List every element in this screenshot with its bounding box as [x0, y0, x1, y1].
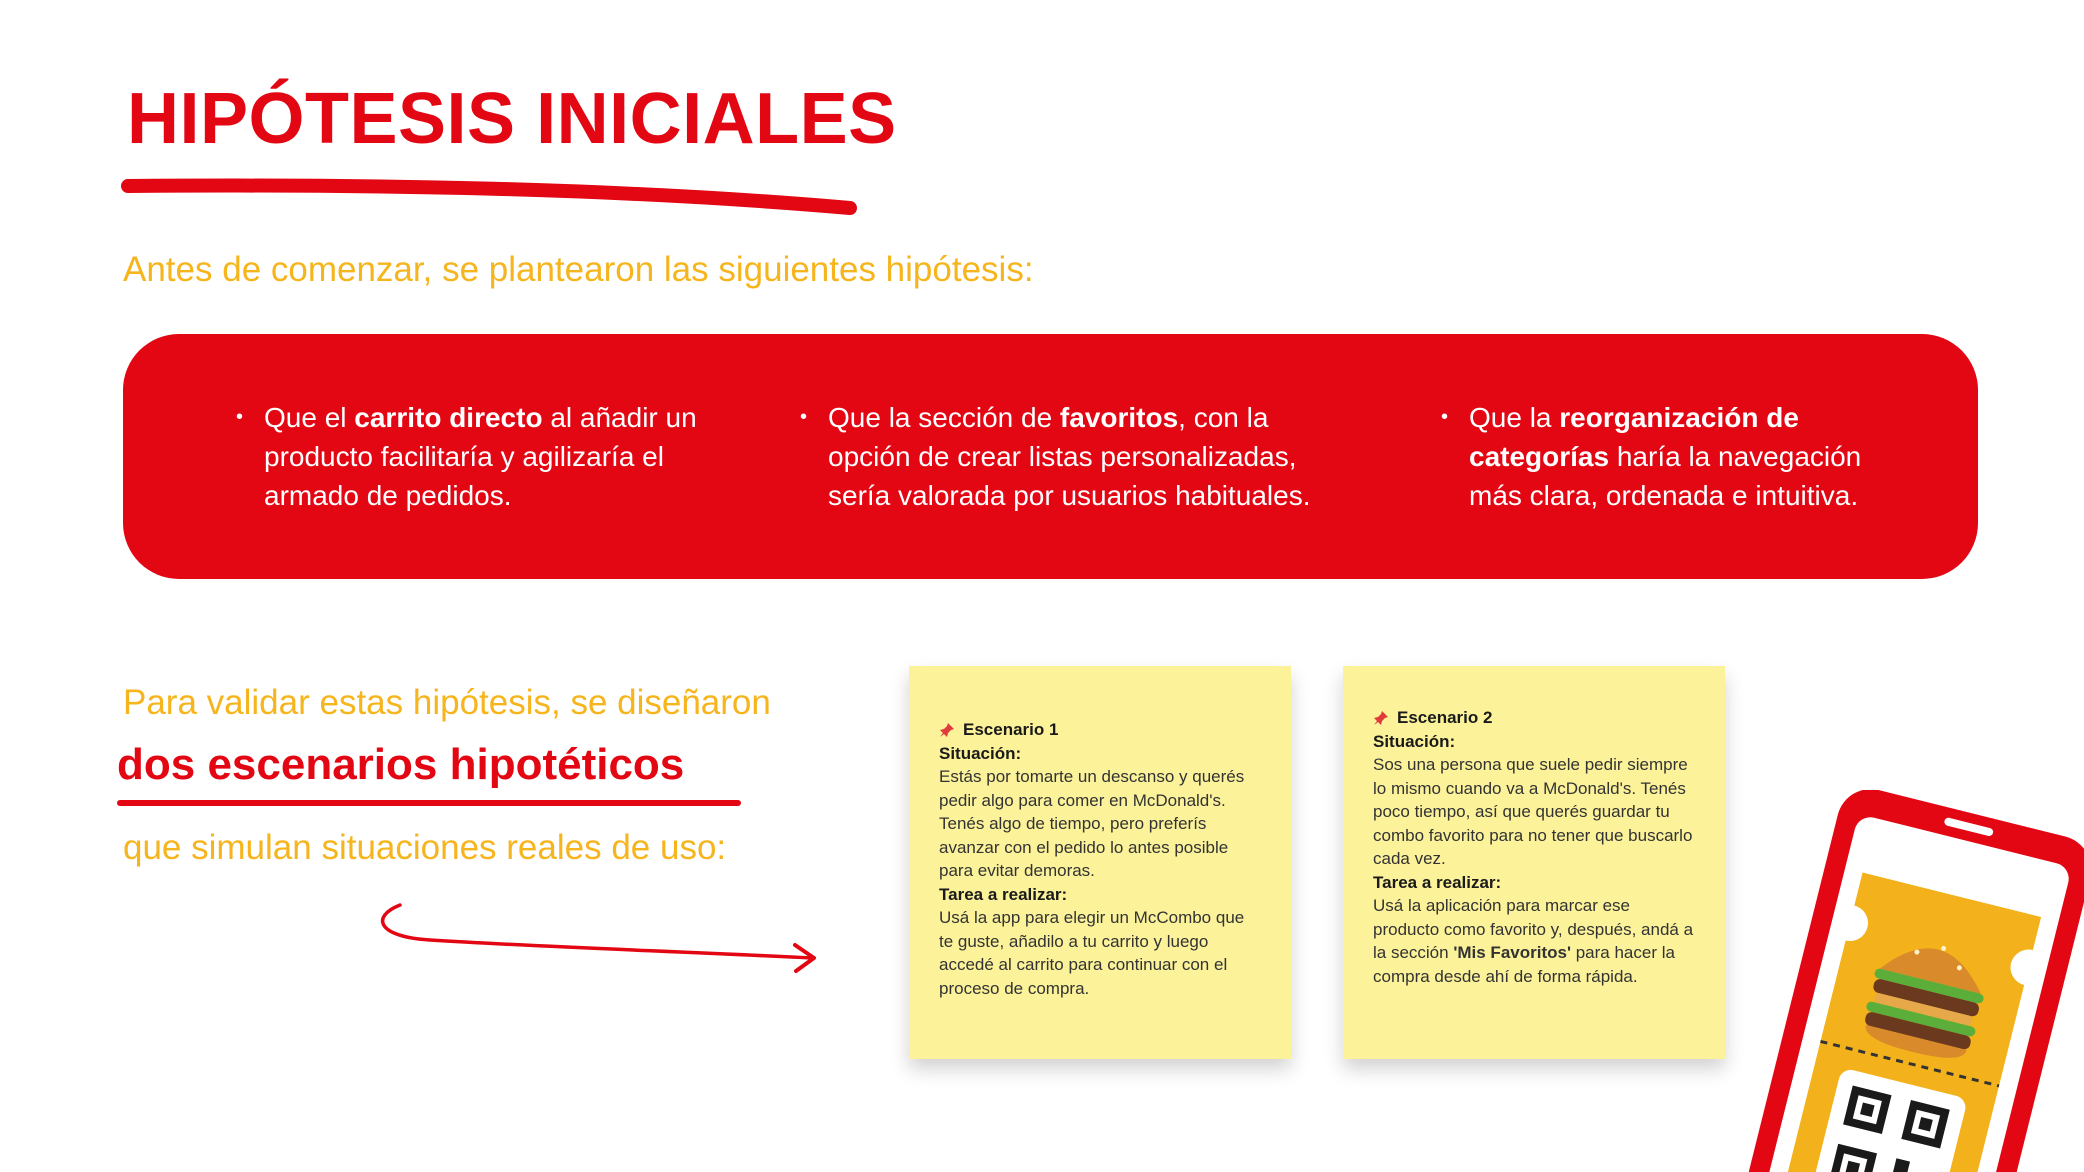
phone-illustration [1720, 790, 2084, 1172]
task-text: Usá la aplicación para marcar ese producto como favorito y, después, andá a la sección 'Mis Favoritos' para hacer la compra desde ahí de forma rápida. [1373, 896, 1694, 986]
situation-label: Situación: [939, 743, 1022, 763]
page-title: HIPÓTESIS INICIALES [127, 79, 897, 159]
situation-label: Situación: [1373, 731, 1456, 751]
validate-highlight: dos escenarios hipotéticos [117, 740, 685, 789]
validate-text-line1: Para validar estas hipótesis, se diseñaron [123, 683, 771, 722]
hypotheses-banner [123, 334, 1978, 579]
scenario-title: Escenario 1 [963, 720, 1059, 739]
scenario-title: Escenario 2 [1397, 708, 1493, 727]
task-label: Tarea a realizar: [939, 884, 1068, 904]
arrow-right-icon [370, 895, 830, 975]
intro-text: Antes de comenzar, se plantearon las siguientes hipótesis: [123, 250, 1034, 289]
task-text: Usá la app para elegir un McCombo que te guste, añadilo a tu carrito y luego accedé al carrito para continuar con el proceso de compra. [939, 908, 1245, 998]
task-label: Tarea a realizar: [1373, 872, 1502, 892]
hypothesis-item: • Que la sección de favoritos, con la opción de crear listas personalizadas, sería valorada por usuarios habituales. [800, 402, 1311, 511]
validate-text-line3: que simulan situaciones reales de uso: [123, 828, 727, 867]
scenario-card [909, 666, 1291, 1059]
highlight-underline [117, 800, 741, 806]
situation-text: Sos una persona que suele pedir siempre lo mismo cuando va a McDonald's. Tenés poco tiempo, así que querés guardar tu combo favorito para no tener que buscarlo cada vez. [1373, 755, 1693, 868]
scenario-card [1343, 666, 1725, 1059]
hypothesis-item: • Que la reorganización de categorías haría la navegación más clara, ordenada e intuitiva. [1441, 402, 1862, 511]
title-underline [120, 170, 860, 220]
pushpin-icon [1373, 710, 1389, 726]
situation-text: Estás por tomarte un descanso y querés pedir algo para comer en McDonald's. Tenés algo de tiempo, pero preferís avanzar con el pedido lo antes posible para evitar demoras. [939, 767, 1245, 880]
hypothesis-item: • Que el carrito directo al añadir un producto facilitaría y agilizaría el armado de pedidos. [236, 402, 697, 511]
pushpin-icon [939, 722, 955, 738]
